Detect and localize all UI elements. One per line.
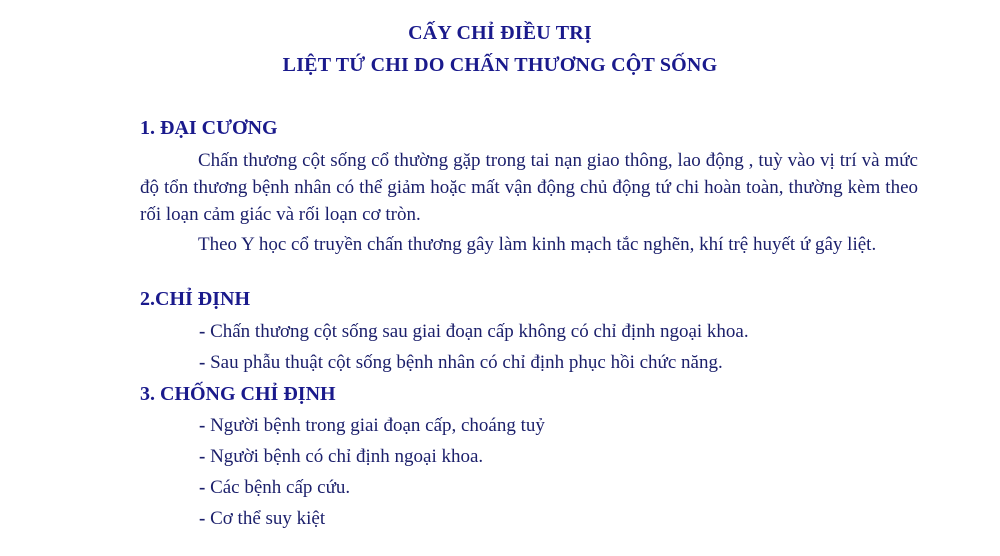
section-heading-dai-cuong: 1. ĐẠI CƯƠNG	[140, 117, 278, 139]
bullet-dash: -	[199, 352, 206, 373]
document-title-line-1: CẤY CHỈ ĐIỀU TRỊ	[408, 22, 592, 44]
list-item	[199, 508, 325, 530]
list-item	[199, 352, 723, 374]
list-item	[199, 321, 749, 343]
bullet-dash: -	[199, 446, 206, 467]
section-heading-chong-chi-dinh: 3. CHỐNG CHỈ ĐỊNH	[140, 383, 336, 405]
paragraph-text: Chấn thương cột sống cổ thường gặp trong tai nạn giao thông, lao động , tuỳ vào vị trí và mức độ tổn thương bệnh nhân có thể giảm hoặc mất vận động chủ động tứ chi hoàn toàn, thường kèm theo rối loạn cảm giác và rối loạn cơ tròn.	[140, 150, 918, 225]
bullet-dash: -	[199, 415, 206, 436]
list-item	[199, 477, 350, 499]
list-item-text: Người bệnh trong giai đoạn cấp, choáng tuỷ	[210, 415, 545, 436]
list-item-text: Chấn thương cột sống sau giai đoạn cấp không có chỉ định ngoại khoa.	[210, 321, 749, 342]
paragraph-dai-cuong-2	[140, 231, 918, 258]
list-item-text: Các bệnh cấp cứu.	[210, 477, 351, 498]
list-item	[199, 446, 483, 468]
paragraph-text: Theo Y học cổ truyền chấn thương gây làm kinh mạch tắc nghẽn, khí trệ huyết ứ gây liệt.	[198, 234, 877, 255]
list-item-text: Người bệnh có chỉ định ngoại khoa.	[210, 446, 484, 467]
section-heading-chi-dinh: 2.CHỈ ĐỊNH	[140, 288, 251, 310]
list-item-text: Sau phẫu thuật cột sống bệnh nhân có chỉ định phục hồi chức năng.	[210, 352, 723, 373]
document-title-line-2: LIỆT TỨ CHI DO CHẤN THƯƠNG CỘT SỐNG	[282, 54, 718, 76]
list-item	[199, 415, 545, 437]
paragraph-dai-cuong-1	[140, 147, 918, 228]
bullet-dash: -	[199, 477, 206, 498]
bullet-dash: -	[199, 508, 206, 529]
list-item-text: Cơ thể suy kiệt	[210, 508, 326, 529]
bullet-dash: -	[199, 321, 206, 342]
